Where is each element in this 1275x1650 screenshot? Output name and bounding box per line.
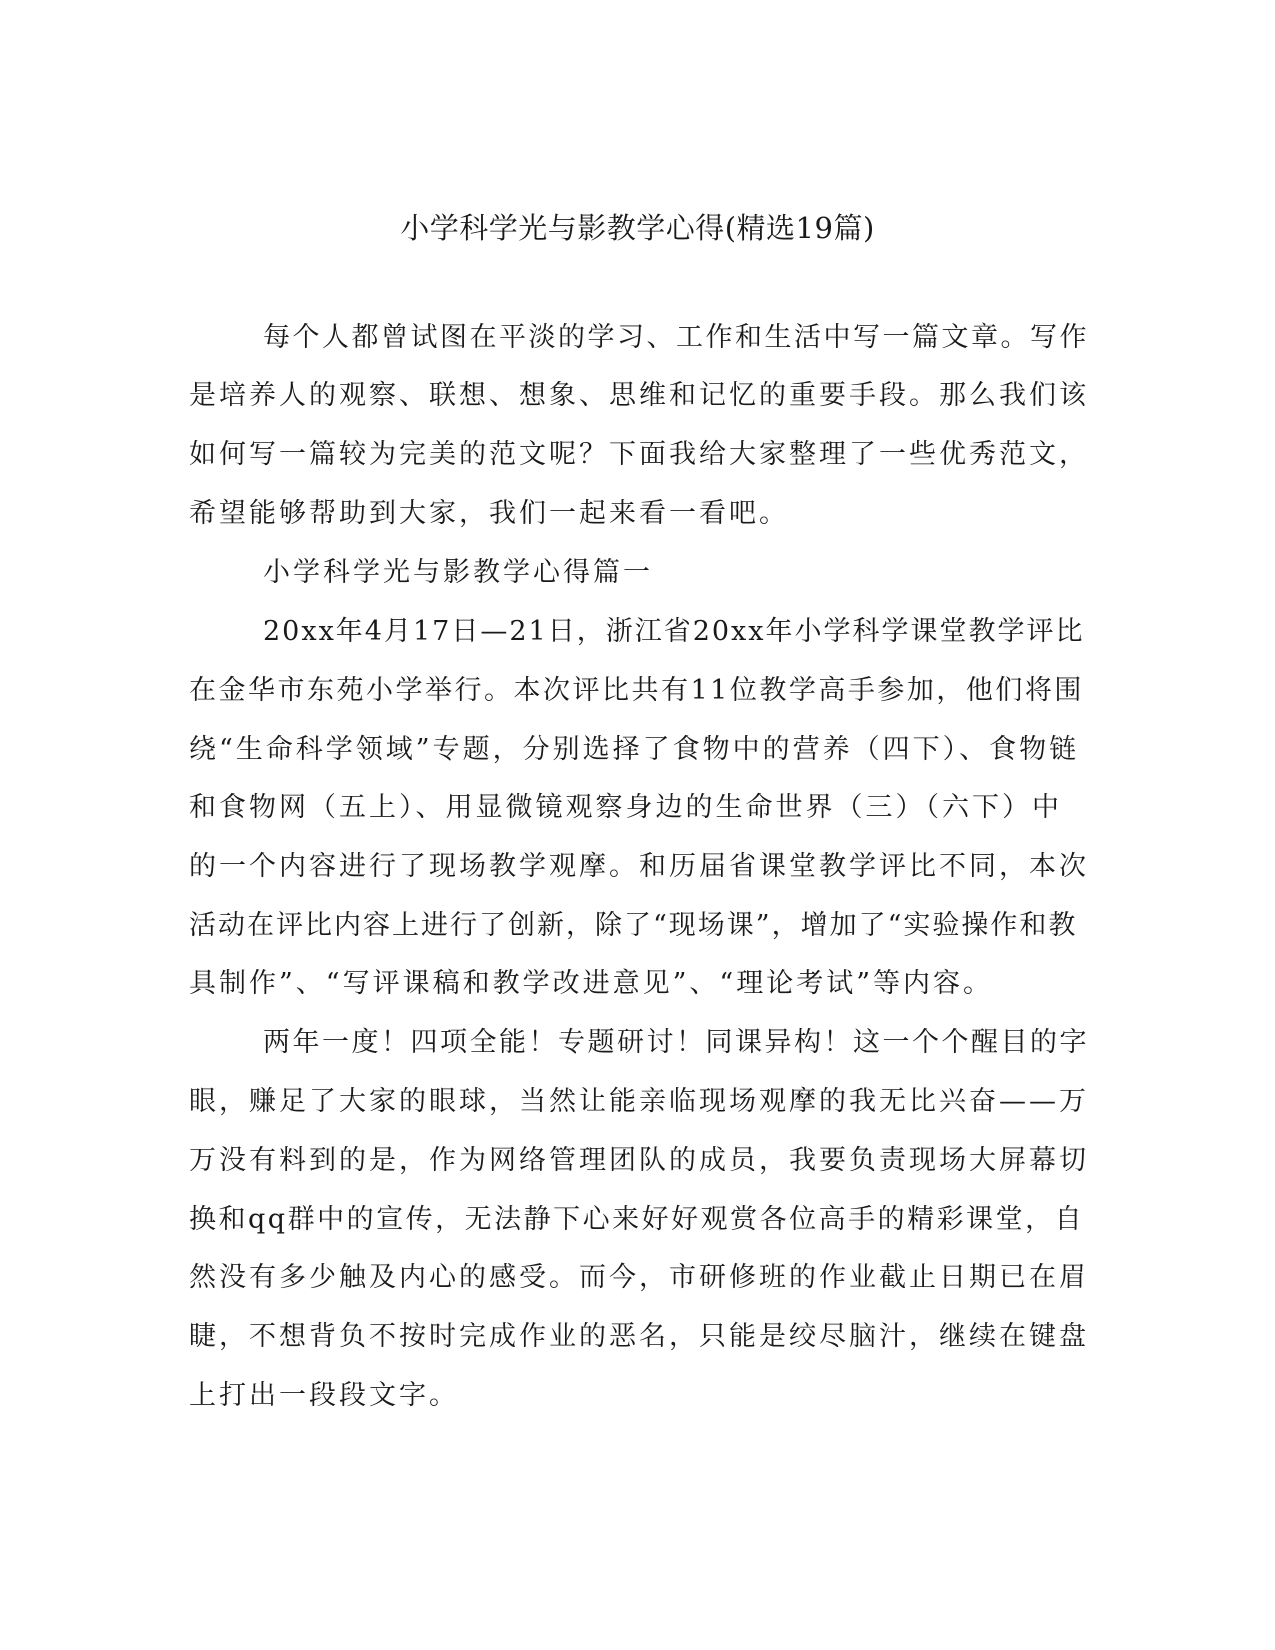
paragraph-line: 是培养人的观察、联想、想象、思维和记忆的重要手段。那么我们该 — [189, 380, 1089, 411]
paragraph-line: 换和qq群中的宣传，无法静下心来好好观赏各位高手的精彩课堂，自 — [189, 1204, 1085, 1235]
document-title: 小学科学光与影教学心得(精选19篇) — [400, 211, 875, 245]
paragraph-line: 如何写一篇较为完美的范文呢？下面我给大家整理了一些优秀范文， — [189, 439, 1089, 470]
paragraph-line: 活动在评比内容上进行了创新，除了“现场课”，增加了“实验操作和教 — [189, 910, 1078, 941]
paragraph-line: 眼，赚足了大家的眼球，当然让能亲临现场观摩的我无比兴奋——万 — [189, 1086, 1089, 1117]
paragraph-line: 两年一度！四项全能！专题研讨！同课异构！这一个个醒目的字 — [263, 1027, 1089, 1058]
paragraph-line: 具制作”、“写评课稿和教学改进意见”、“理论考试”等内容。 — [189, 968, 994, 999]
paragraph-line: 在金华市东苑小学举行。本次评比共有11位教学高手参加，他们将围 — [189, 675, 1084, 706]
paragraph-line: 然没有多少触及内心的感受。而今，市研修班的作业截止日期已在眉 — [189, 1262, 1089, 1293]
paragraph-line: 20xx年4月17日—21日，浙江省20xx年小学科学课堂教学评比 — [263, 616, 1085, 647]
paragraph-line: 的一个内容进行了现场教学观摩。和历届省课堂教学评比不同，本次 — [189, 851, 1089, 882]
paragraph-line: 上打出一段段文字。 — [189, 1380, 459, 1411]
paragraph-line: 绕“生命科学领域”专题，分别选择了食物中的营养（四下）、食物链 — [189, 734, 1080, 765]
paragraph-line: 和食物网（五上）、用显微镜观察身边的生命世界（三）（六下）中 — [189, 792, 1062, 823]
paragraph-line: 每个人都曾试图在平淡的学习、工作和生活中写一篇文章。写作 — [263, 322, 1089, 353]
section-heading: 小学科学光与影教学心得篇一 — [263, 557, 653, 588]
paragraph-line: 希望能够帮助到大家，我们一起来看一看吧。 — [189, 498, 789, 529]
paragraph-line: 睫，不想背负不按时完成作业的恶名，只能是绞尽脑汁，继续在键盘 — [189, 1321, 1089, 1352]
paragraph-line: 万没有料到的是，作为网络管理团队的成员，我要负责现场大屏幕切 — [189, 1145, 1089, 1176]
